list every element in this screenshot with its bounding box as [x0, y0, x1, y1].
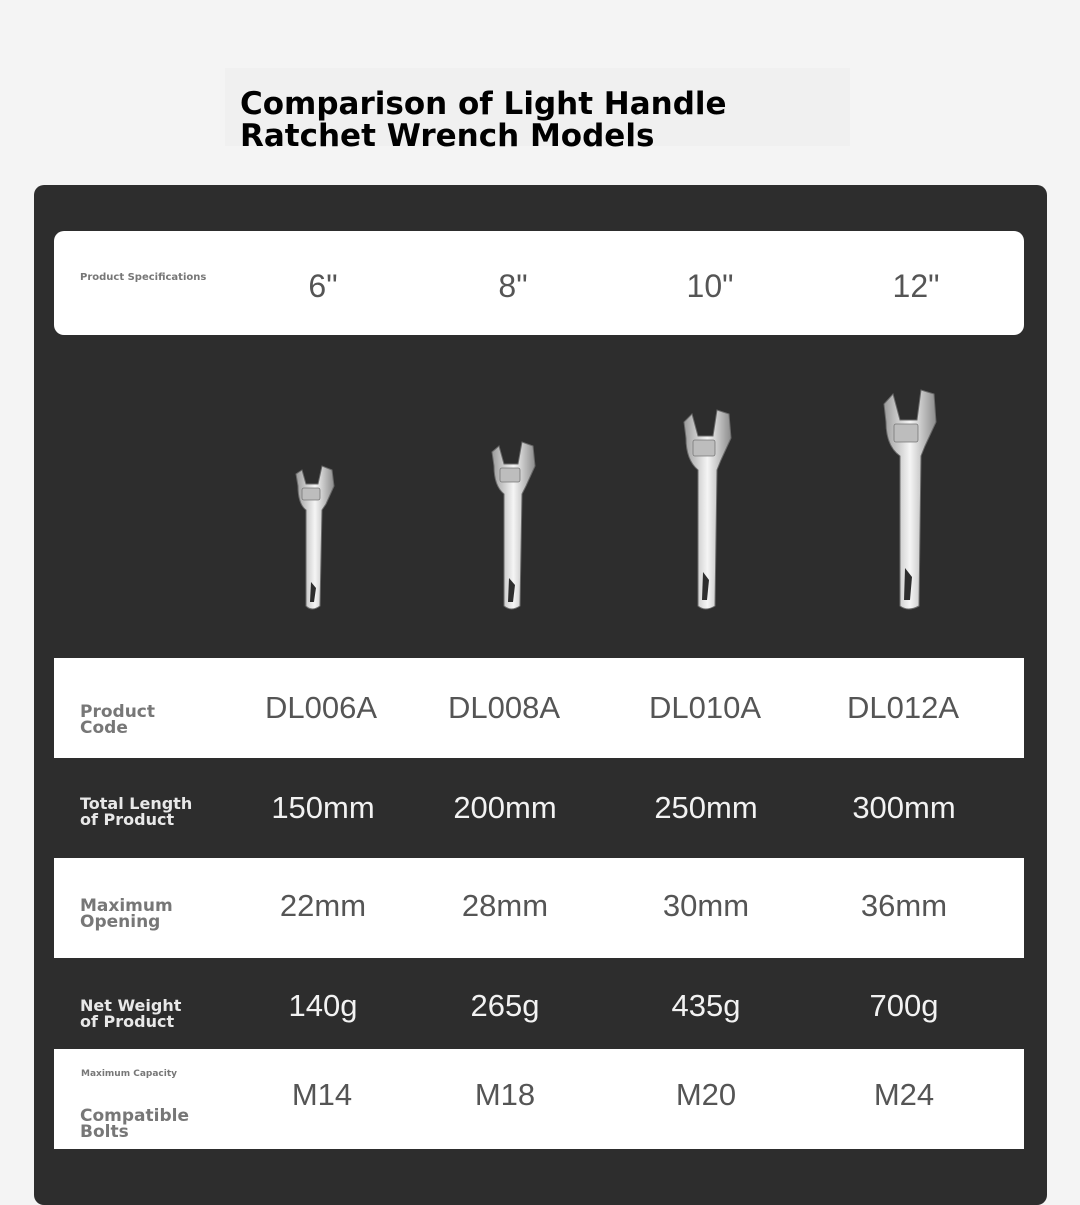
max-opening-row [54, 858, 1024, 958]
size-10-label: 10" [686, 268, 734, 304]
product-code-8: DL008A [447, 690, 561, 725]
net-weight-10: 435g [671, 988, 741, 1023]
compatible-bolts-6: M14 [291, 1077, 353, 1112]
size-6-label: 6" [308, 268, 338, 304]
adjustable-wrench-icon [680, 408, 736, 612]
max-opening-12: 36mm [860, 888, 948, 923]
product-code-12: DL012A [846, 690, 960, 725]
net-weight-label: Net Weight of Product [80, 996, 182, 1031]
size-12-label: 12" [892, 268, 940, 304]
net-weight-row [54, 958, 1024, 1049]
max-opening-label: Maximum Opening [80, 896, 173, 932]
compatible-bolts-8: M18 [474, 1077, 536, 1112]
adjustable-wrench-icon [880, 388, 942, 612]
compatible-bolts-label: Compatible Bolts [80, 1106, 189, 1142]
adjustable-wrench-icon [488, 440, 540, 612]
total-length-row [54, 758, 1024, 858]
product-code-label: Product Code [80, 702, 155, 738]
spec-header-label: Product Specifications [80, 272, 207, 283]
max-capacity-label: Maximum Capacity [81, 1069, 177, 1079]
compatible-bolts-10: M20 [675, 1077, 737, 1112]
total-length-6: 150mm [271, 790, 375, 825]
compatible-bolts-12: M24 [873, 1077, 935, 1112]
total-length-8: 200mm [453, 790, 557, 825]
compatible-bolts-row [54, 1049, 1024, 1149]
total-length-10: 250mm [654, 790, 758, 825]
net-weight-6: 140g [288, 988, 358, 1023]
total-length-12: 300mm [852, 790, 956, 825]
net-weight-12: 700g [869, 988, 939, 1023]
max-opening-10: 30mm [662, 888, 750, 923]
product-code-row [54, 658, 1024, 758]
max-opening-6: 22mm [279, 888, 367, 923]
max-opening-8: 28mm [461, 888, 549, 923]
adjustable-wrench-icon [292, 464, 338, 612]
net-weight-8: 265g [470, 988, 540, 1023]
size-8-label: 8" [498, 268, 528, 304]
product-code-10: DL010A [648, 690, 762, 725]
total-length-label: Total Length of Product [80, 794, 193, 829]
page-title: Comparison of Light Handle Ratchet Wrench Models [240, 86, 727, 154]
product-code-6: DL006A [264, 690, 378, 725]
